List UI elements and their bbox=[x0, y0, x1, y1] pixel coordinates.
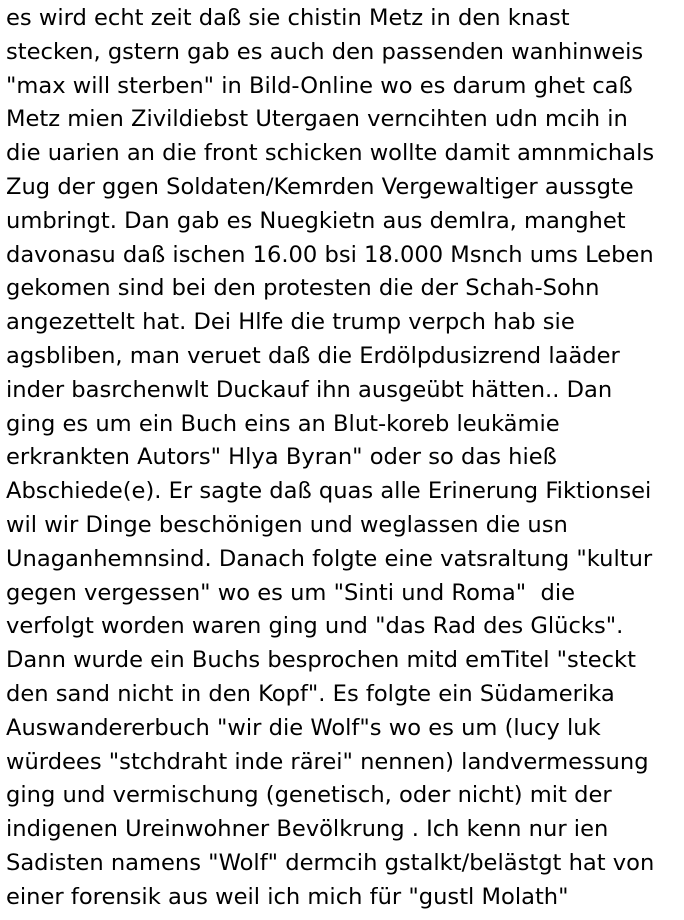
text-line: den sand nicht in den Kopf". Es folgte ein Südamerika bbox=[6, 680, 615, 707]
text-line: inder basrchenwlt Duckauf ihn ausgeübt hätten.. Dan bbox=[6, 376, 613, 403]
text-line: Abschiede(e). Er sagte daß quas alle Erinerung Fiktionsei bbox=[6, 478, 652, 505]
text-line: es wird echt zeit daß sie chistin Metz in den knast bbox=[6, 5, 570, 31]
text-line: Unaganhemnsind. Danach folgte eine vatsraltung "kultur bbox=[6, 545, 653, 572]
text-line: Sadisten namens "Wolf" dermcih gstalkt/belästgt hat von bbox=[6, 849, 655, 876]
body-text bbox=[6, 2, 682, 915]
text-line: davonasu daß ischen 16.00 bsi 18.000 Msnch ums Leben bbox=[6, 241, 654, 268]
text-line: indigenen Ureinwohner Bevölkrung . Ich kenn nur ien bbox=[6, 816, 609, 843]
text-line: Zug der ggen Soldaten/Kemrden Vergewaltiger aussgte bbox=[6, 173, 634, 200]
text-line: erkrankten Autors" Hlya Byran" oder so das hieß bbox=[6, 444, 557, 471]
text-line: einer forensik aus weil ich mich für "gustl Molath" bbox=[6, 883, 569, 910]
text-line: stecken, gstern gab es auch den passenden wanhinweis bbox=[6, 38, 644, 65]
text-line: ging es um ein Buch eins an Blut-koreb leukämie bbox=[6, 410, 560, 437]
text-line: umbringt. Dan gab es Nuegkietn aus demIra, manghet bbox=[6, 207, 626, 234]
text-line: ging und vermischung (genetisch, oder nicht) mit der bbox=[6, 782, 612, 809]
text-line: gekomen sind bei den protesten die der Schah-Sohn bbox=[6, 275, 600, 302]
text-line: "max will sterben" in Bild-Online wo es darum ghet caß bbox=[6, 72, 633, 99]
text-line: wil wir Dinge beschönigen und weglassen die usn bbox=[6, 511, 568, 538]
text-line: agsbliben, man veruet daß die Erdölpdusizrend laäder bbox=[6, 342, 620, 369]
text-line: Auswandererbuch "wir die Wolf"s wo es um (lucy luk bbox=[6, 714, 601, 741]
text-line: die uarien an die front schicken wollte damit amnmichals bbox=[6, 140, 655, 167]
text-line: gegen vergessen" wo es um "Sinti und Roma" die bbox=[6, 579, 576, 606]
text-line: würdees "stchdraht inde rärei" nennen) landvermessung bbox=[6, 748, 649, 775]
text-line: angezettelt hat. Dei Hlfe die trump verpch hab sie bbox=[6, 309, 575, 336]
text-line: Metz mien Zivildiebst Utergaen verncihten udn mcih in bbox=[6, 106, 628, 133]
text-line: verfolgt worden waren ging und "das Rad des Glücks". bbox=[6, 613, 624, 640]
text-line: Dann wurde ein Buchs besprochen mitd emTitel "steckt bbox=[6, 647, 636, 674]
